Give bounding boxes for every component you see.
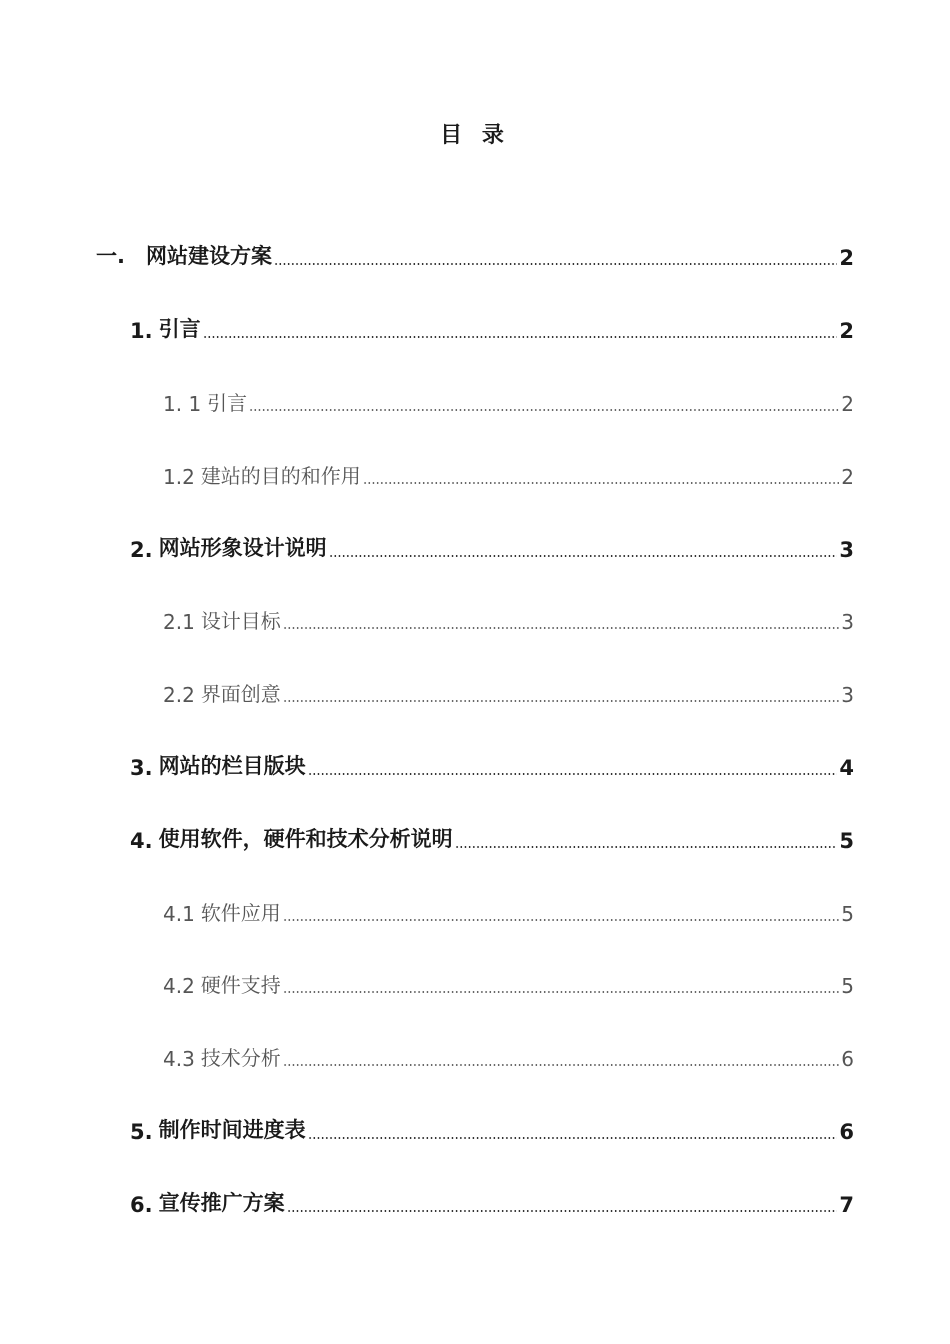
- toc-entry[interactable]: [163, 898, 854, 926]
- toc-entry[interactable]: [130, 315, 854, 343]
- toc-entry-number: 1. 1: [163, 392, 202, 416]
- toc-entry-text: 网站形象设计说明: [158, 536, 327, 560]
- toc-entry-text: 网站的栏目版块: [158, 754, 306, 778]
- toc-entry[interactable]: [163, 1043, 854, 1071]
- toc-entry-page: 6: [841, 1047, 854, 1071]
- toc-entry[interactable]: [96, 242, 854, 270]
- toc-entry-number: 4.1: [163, 902, 195, 926]
- toc-entry-number: 4.3: [163, 1047, 195, 1071]
- dot-leader: [455, 846, 838, 848]
- toc-entry[interactable]: [163, 461, 854, 489]
- toc-entry-text: 引言: [158, 317, 201, 341]
- dot-leader: [283, 991, 839, 993]
- toc-entry-page: 3: [841, 610, 854, 634]
- toc-entry[interactable]: [130, 752, 854, 780]
- toc-entry[interactable]: [163, 679, 854, 707]
- toc-entry-page: 5: [841, 974, 854, 998]
- toc-entry-page: 3: [839, 538, 854, 562]
- toc-entry-number: 4.2: [163, 974, 195, 998]
- dot-leader: [363, 482, 839, 484]
- toc-entry-text: 引言: [207, 391, 248, 415]
- toc-entry[interactable]: [163, 606, 854, 634]
- dot-leader: [283, 919, 839, 921]
- toc-entry-page: 2: [839, 319, 854, 343]
- dot-leader: [287, 1210, 838, 1212]
- dot-leader: [283, 627, 839, 629]
- toc-entry[interactable]: [163, 970, 854, 998]
- toc-entry-page: 5: [839, 829, 854, 853]
- toc-entry-page: 4: [839, 756, 854, 780]
- toc-entry-text: 使用软件，硬件和技术分析说明: [158, 827, 453, 851]
- toc-entry-number: 一.: [96, 244, 125, 268]
- toc-entry-text: 网站建设方案: [146, 244, 272, 268]
- dot-leader: [283, 700, 839, 702]
- dot-leader: [283, 1064, 839, 1066]
- toc-entry-text: 制作时间进度表: [158, 1118, 306, 1142]
- toc-entry-number: 4.: [130, 829, 153, 853]
- toc-entry[interactable]: [130, 1189, 854, 1217]
- dot-leader: [308, 1137, 838, 1139]
- toc-entry-page: 3: [841, 683, 854, 707]
- dot-leader: [203, 336, 838, 338]
- toc-entry-text: 建站的目的和作用: [200, 464, 361, 488]
- dot-leader: [274, 263, 837, 265]
- toc-entry-text: 硬件支持: [200, 973, 281, 997]
- toc-entry-number: 2.: [130, 538, 153, 562]
- toc-entry-number: 6.: [130, 1193, 153, 1217]
- dot-leader: [329, 555, 838, 557]
- toc-entry-page: 2: [841, 392, 854, 416]
- toc-entry-text: 软件应用: [200, 901, 281, 925]
- toc-entry-page: 2: [841, 465, 854, 489]
- toc-entry-text: 界面创意: [200, 682, 281, 706]
- toc-entry-number: 3.: [130, 756, 153, 780]
- toc-entry-page: 7: [839, 1193, 854, 1217]
- toc-entry-text: 宣传推广方案: [158, 1191, 285, 1215]
- toc-entry-number: 1.: [130, 319, 153, 343]
- toc-entry-text: 设计目标: [200, 609, 281, 633]
- toc-entry-number: 2.1: [163, 610, 195, 634]
- toc-title: 目 录: [440, 123, 510, 148]
- toc-entry-page: 6: [839, 1120, 854, 1144]
- dot-leader: [249, 409, 839, 411]
- toc-entry-text: 技术分析: [200, 1046, 281, 1070]
- dot-leader: [308, 773, 838, 775]
- toc-entry-page: 5: [841, 902, 854, 926]
- toc-entry-number: 1.2: [163, 465, 195, 489]
- toc-entry-page: 2: [839, 246, 854, 270]
- toc-entry-number: 5.: [130, 1120, 153, 1144]
- toc-entry[interactable]: [163, 388, 854, 416]
- toc-entry-number: 2.2: [163, 683, 195, 707]
- toc-entry[interactable]: [130, 1116, 854, 1144]
- toc-entry[interactable]: [130, 534, 854, 562]
- toc-entry[interactable]: [130, 825, 854, 853]
